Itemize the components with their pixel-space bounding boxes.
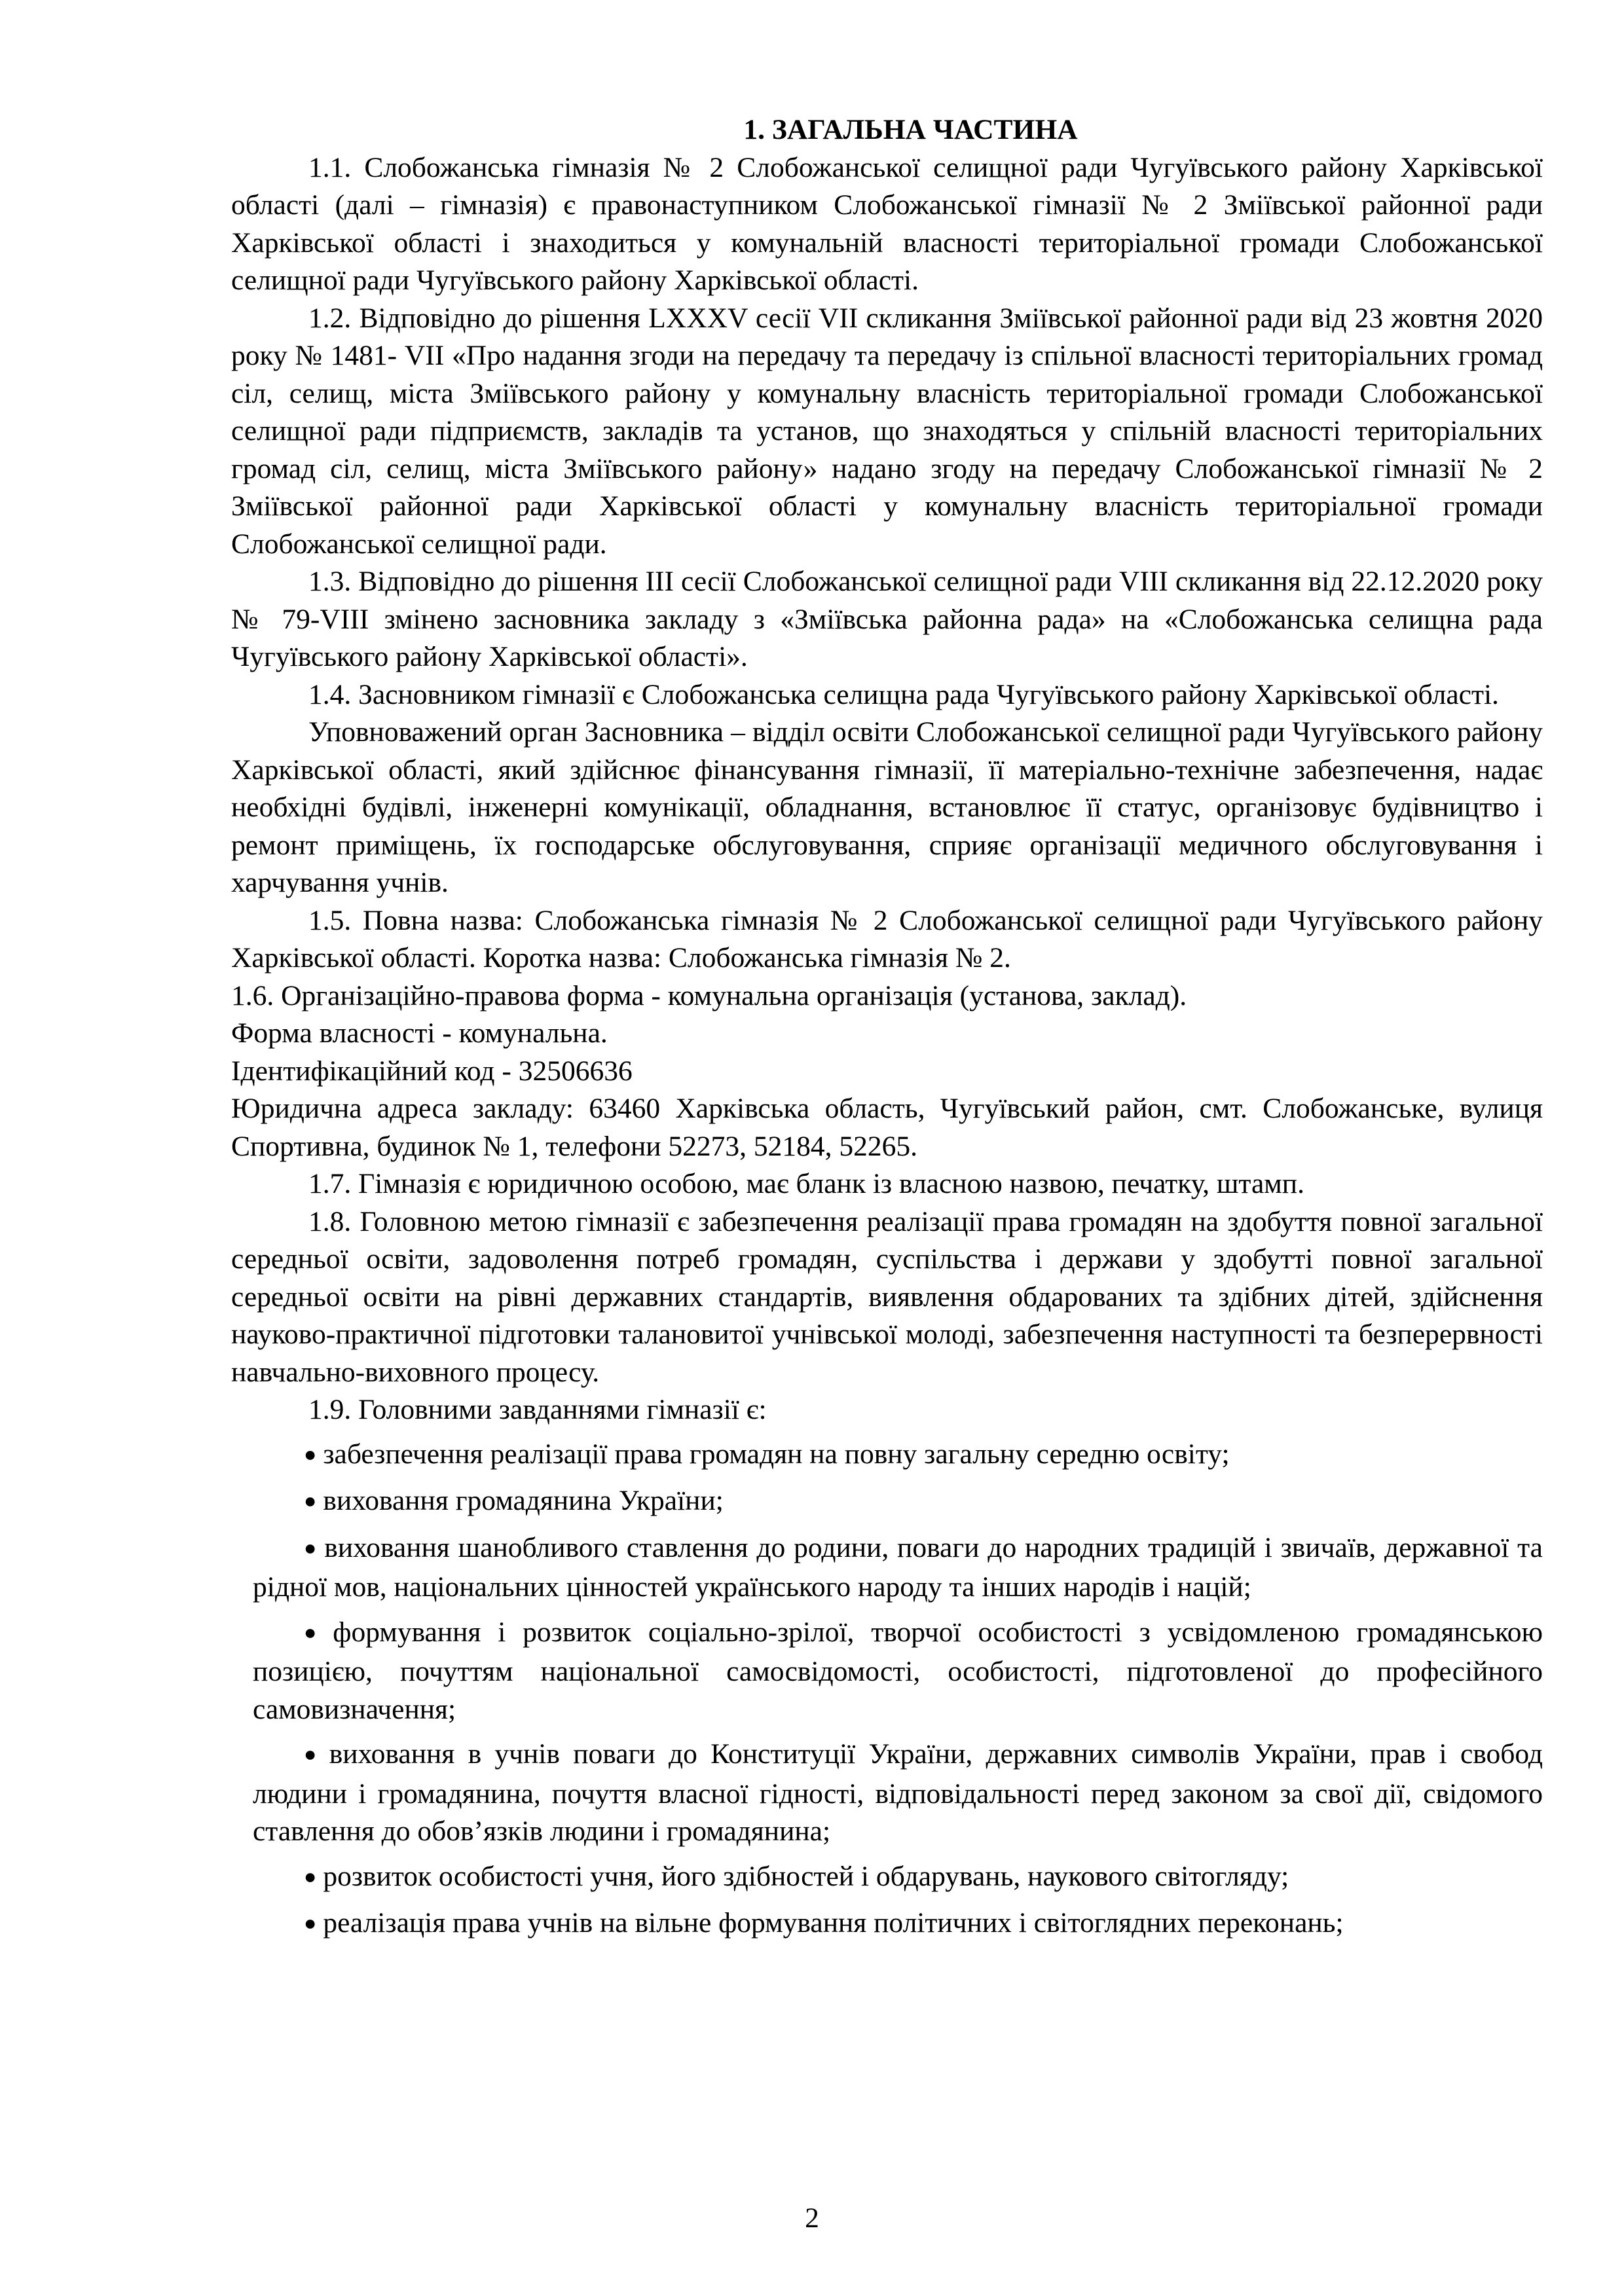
bullet-icon: ● bbox=[304, 1442, 317, 1466]
list-item-text: забезпечення реалізації права громадян на повну загальну середню освіту; bbox=[323, 1438, 1230, 1470]
identification-code: Ідентифікаційний код - 32506636 bbox=[231, 1055, 633, 1087]
paragraph-1-9: 1.9. Головними завданнями гімназії є: bbox=[308, 1394, 767, 1425]
bullet-icon: ● bbox=[304, 1620, 327, 1644]
list-item-text: формування і розвиток соціально-зрілої, творчої особистості з усвідомленою громадянською позицією, почуттям національної самосвідомості, особистості, підготовленої до професійного самовизначення; bbox=[253, 1616, 1543, 1725]
list-item-text: виховання в учнів поваги до Конституції України, державних символів України, прав і свобод людини і громадянина, почуття власної гідності, відповідальності перед законом за свої дії, свідомого ставлення до обов’язків людини і громадянина; bbox=[253, 1738, 1543, 1847]
list-item-text: виховання шанобливого ставлення до родини, поваги до народних традицій і звичаїв, державної та рідної мов, національних цінностей українського народу та інших народів і націй; bbox=[253, 1531, 1543, 1603]
list-item bbox=[253, 1529, 1543, 1607]
list-item bbox=[253, 1482, 1543, 1522]
document-page bbox=[231, 111, 1543, 1944]
paragraph-1-7: 1.7. Гімназія є юридичною особою, має бланк із власною назвою, печатку, штамп. bbox=[308, 1168, 1304, 1199]
ownership-form: Форма власності - комунальна. bbox=[231, 1017, 608, 1049]
list-item bbox=[253, 1436, 1543, 1476]
list-item bbox=[253, 1858, 1543, 1898]
legal-address: Юридична адреса закладу: 63460 Харківська область, Чугуївський район, смт. Слобожанське, вулиця Спортивна, будинок № 1, телефони 52273, 52184, 52265. bbox=[231, 1093, 1543, 1162]
paragraph-1-6: 1.6. Організаційно-правова форма - комунальна організація (установа, заклад). bbox=[231, 979, 1187, 1011]
paragraph-1-3: 1.3. Відповідно до рішення III сесії Слобожанської селищної ради VIII скликання від 22.12.2020 року № 79-VIII змінено засновника закладу з «Зміївська районна рада» на «Слобожанська селищна рада Чугуївського району Харківської області». bbox=[231, 566, 1543, 672]
bullet-icon: ● bbox=[304, 1864, 317, 1888]
paragraph-1-8: 1.8. Головною метою гімназії є забезпечення реалізації права громадян на здобуття повної загальної середньої освіти, задоволення потреб громадян, суспільства і держави у здобутті повної загальної середньої освіти на рівні державних стандартів, виявлення обдарованих та здібних дітей, здійснення науково-практичної підготовки талановитої учнівської молоді, забезпечення наступності та безперервності навчально-виховного процесу. bbox=[231, 1205, 1543, 1388]
list-item-text: реалізація права учнів на вільне формування політичних і світоглядних переконань; bbox=[323, 1907, 1344, 1939]
bullet-icon: ● bbox=[304, 1535, 318, 1559]
paragraph-1-2: 1.2. Відповідно до рішення LXXXV сесії VII скликання Зміївської районної ради від 23 жовтня 2020 року № 1481- VII «Про надання згоди на передачу та передачу із спільної власності територіальних громад сіл, селищ, міста Зміївського району у комунальну власність територіальної громади Слобожанської селищної ради підприємств, закладів та установ, що знаходяться у спільній власності територіальних громад сіл, селищ, міста Зміївського району» надано згоду на передачу Слобожанської гімназії № 2 Зміївської районної ради Харківської області у комунальну власність територіальної громади Слобожанської селищної ради. bbox=[231, 302, 1543, 560]
paragraph-authorized-body: Уповноважений орган Засновника – відділ освіти Слобожанської селищної ради Чугуївського району Харківської області, який здійснює фінансування гімназії, її матеріально-технічне забезпечення, надає необхідні будівлі, інженерні комунікації, обладнання, встановлює її статус, організовує будівництво і ремонт приміщень, їх господарське обслуговування, сприяє організації медичного обслуговування і харчування учнів. bbox=[231, 716, 1543, 898]
paragraph-1-4: 1.4. Засновником гімназії є Слобожанська селищна рада Чугуївського району Харківської області. bbox=[308, 678, 1499, 710]
section-title: 1. ЗАГАЛЬНА ЧАСТИНА bbox=[743, 114, 1078, 145]
list-item-text: розвиток особистості учня, його здібностей і обдарувань, наукового світогляду; bbox=[323, 1860, 1289, 1892]
bullet-icon: ● bbox=[304, 1911, 317, 1935]
bullet-icon: ● bbox=[304, 1489, 317, 1512]
list-item bbox=[253, 1736, 1543, 1851]
list-item-text: виховання громадянина України; bbox=[323, 1485, 724, 1516]
bullet-icon: ● bbox=[304, 1742, 323, 1766]
paragraph-1-5: 1.5. Повна назва: Слобожанська гімназія № 2 Слобожанської селищної ради Чугуївського району Харківської області. Коротка назва: Слобожанська гімназія № 2. bbox=[231, 904, 1543, 974]
tasks-list bbox=[231, 1436, 1543, 1944]
list-item bbox=[253, 1614, 1543, 1729]
list-item bbox=[253, 1904, 1543, 1944]
paragraph-1-1: 1.1. Слобожанська гімназія № 2 Слобожанської селищної ради Чугуївського району Харківської області (далі – гімназія) є правонаступником Слобожанської гімназії № 2 Зміївської районної ради Харківської області і знаходиться у комунальній власності територіальної громади Слобожанської селищної ради Чугуївського району Харківської області. bbox=[231, 151, 1543, 296]
page-number: 2 bbox=[805, 2202, 819, 2234]
